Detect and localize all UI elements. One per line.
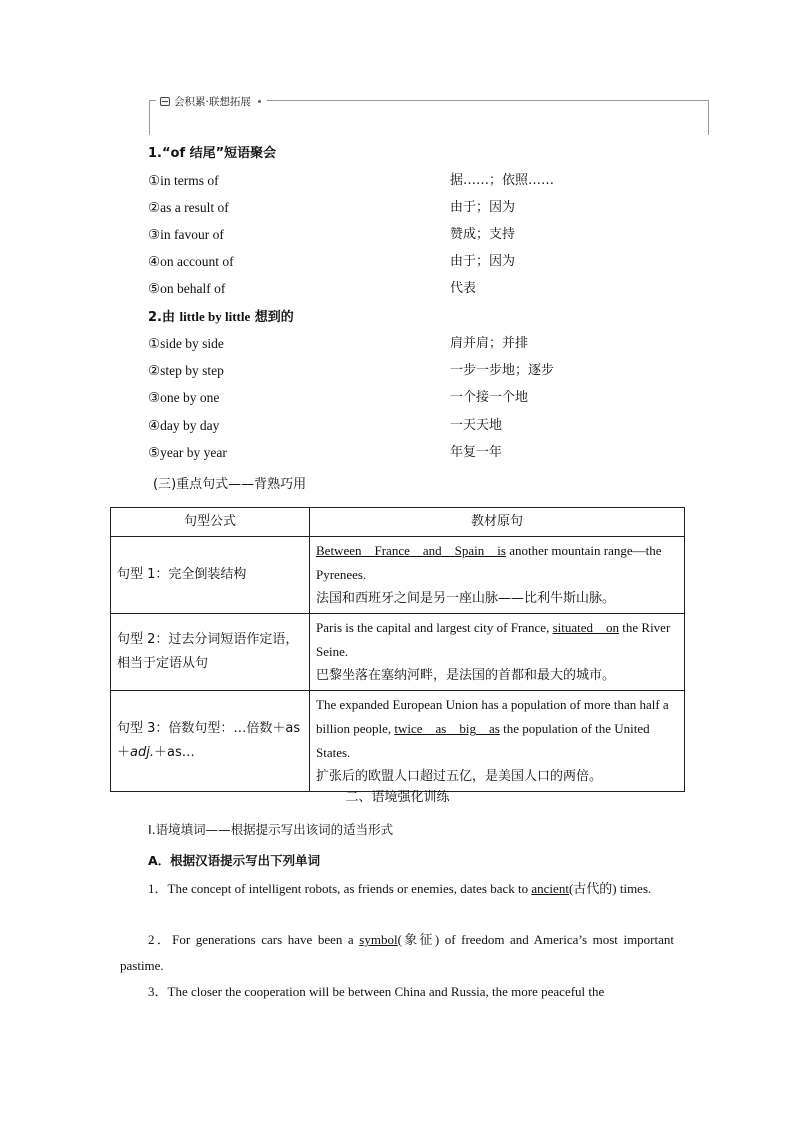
section-header-label: 会积累·联想拓展	[174, 95, 251, 108]
group1-item-cn: 赞成；支持	[450, 227, 516, 242]
group2-item-cn: 年复一年	[450, 445, 503, 460]
question-item	[120, 876, 674, 902]
original-cn: 巴黎坐落在塞纳河畔，是法国的首都和最大的城市。	[316, 668, 616, 683]
group1-title: 1.“of 结尾”短语聚会	[148, 146, 277, 161]
section-header	[156, 93, 267, 109]
group1-item-en: ⑤on behalf of	[148, 281, 226, 296]
original-en-post: the population of the United States.	[316, 721, 650, 760]
sentence-pattern-table	[110, 507, 685, 792]
underlined-word: as	[435, 721, 447, 736]
group2-title-suffix: 想到的	[250, 310, 294, 325]
question-text: (古代的) times.	[568, 881, 652, 896]
group1-item-en: ④on account of	[148, 254, 234, 269]
table-header-pattern: 句型公式	[111, 508, 310, 537]
pattern-cell: 句型 2：过去分词短语作定语，相当于定语从句	[111, 614, 310, 691]
pattern-text: ＋as…	[153, 745, 195, 760]
original-cn: 法国和西班牙之间是另一座山脉——比利牛斯山脉。	[316, 591, 616, 606]
question-text: 2．For generations cars have been a	[148, 932, 360, 947]
dot-icon	[258, 100, 261, 103]
question-answer: symbol	[359, 932, 398, 947]
table-row	[111, 691, 685, 792]
table-row	[111, 614, 685, 691]
original-en-rest: another mountain range—the Pyrenees.	[316, 543, 662, 582]
table-header-original: 教材原句	[310, 508, 685, 537]
pattern-cell: 句型 1：完全倒装结构	[111, 537, 310, 614]
original-en	[316, 539, 678, 587]
part2-title: 二、语境强化训练	[345, 790, 450, 805]
underlined-word: as	[488, 721, 500, 736]
table-header-row	[111, 508, 685, 537]
question-text: 3．The closer the cooperation will be between China and Russia, the more peaceful the	[148, 984, 605, 999]
underlined-word: situated	[552, 620, 594, 635]
group1-item-en: ③in favour of	[148, 227, 224, 242]
original-cn: 扩张后的欧盟人口超过五亿，是美国人口的两倍。	[316, 769, 603, 784]
underlined-word: on	[606, 620, 620, 635]
group2-item-cn: 一个接一个地	[450, 390, 529, 405]
question-item	[120, 979, 674, 1005]
original-cell	[310, 691, 685, 792]
pattern-cell	[111, 691, 310, 792]
original-en	[316, 693, 678, 765]
group1-item-cn: 由于；因为	[450, 200, 516, 215]
section3-title: (三)重点句式——背熟巧用	[153, 477, 307, 492]
table-row	[111, 537, 685, 614]
group2-item-en: ④day by day	[148, 418, 220, 433]
group2-item-cn: 一步一步地；逐步	[450, 363, 555, 378]
group2-item-cn: 肩并肩；并排	[450, 336, 529, 351]
book-icon	[160, 97, 170, 106]
group1-item-cn: 据……；依照……	[450, 173, 555, 188]
original-cell	[310, 537, 685, 614]
group1-item-cn: 由于；因为	[450, 254, 516, 269]
part2-a-title: A．根据汉语提示写出下列单词	[148, 853, 321, 868]
question-text: (象征) of freedom and America’s most important pastime.	[120, 932, 675, 973]
group2-title-prefix: 2.由	[148, 310, 180, 325]
underlined-word: France	[374, 543, 410, 558]
question-text: 1．The concept of intelligent robots, as friends or enemies, dates back to	[148, 881, 532, 896]
group2-item-en: ②step by step	[148, 363, 224, 378]
pattern-text: 句型 3：倍数句型：…倍数＋as＋	[117, 721, 301, 760]
underlined-word: Spain	[454, 543, 485, 558]
group2-title-phrase: little by little	[179, 309, 251, 324]
original-cell	[310, 614, 685, 691]
group2-item-cn: 一天天地	[450, 418, 503, 433]
group1-item-en: ①in terms of	[148, 173, 219, 188]
question-answer: ancient	[531, 881, 569, 896]
group2-title	[148, 308, 294, 327]
underlined-word: twice	[394, 721, 423, 736]
underlined-word: Between	[316, 543, 362, 558]
original-en	[316, 616, 678, 664]
group2-item-en: ③one by one	[148, 390, 220, 405]
underlined-word: and	[422, 543, 442, 558]
group1-item-cn: 代表	[450, 281, 477, 296]
group2-item-en: ①side by side	[148, 336, 224, 351]
original-en-pre: The expanded European Union has a population of more than half a billion people,	[316, 697, 669, 736]
underlined-word: big	[459, 721, 476, 736]
underlined-word: is	[497, 543, 506, 558]
original-en-post: the River Seine.	[316, 620, 671, 659]
question-item	[120, 927, 674, 979]
part2-subtitle: Ⅰ.语境填词——根据提示写出该词的适当形式	[148, 822, 394, 837]
group2-item-en: ⑤year by year	[148, 445, 227, 460]
group1-item-en: ②as a result of	[148, 200, 229, 215]
pattern-adj: adj.	[130, 745, 154, 760]
original-en-pre: Paris is the capital and largest city of France,	[316, 620, 553, 635]
